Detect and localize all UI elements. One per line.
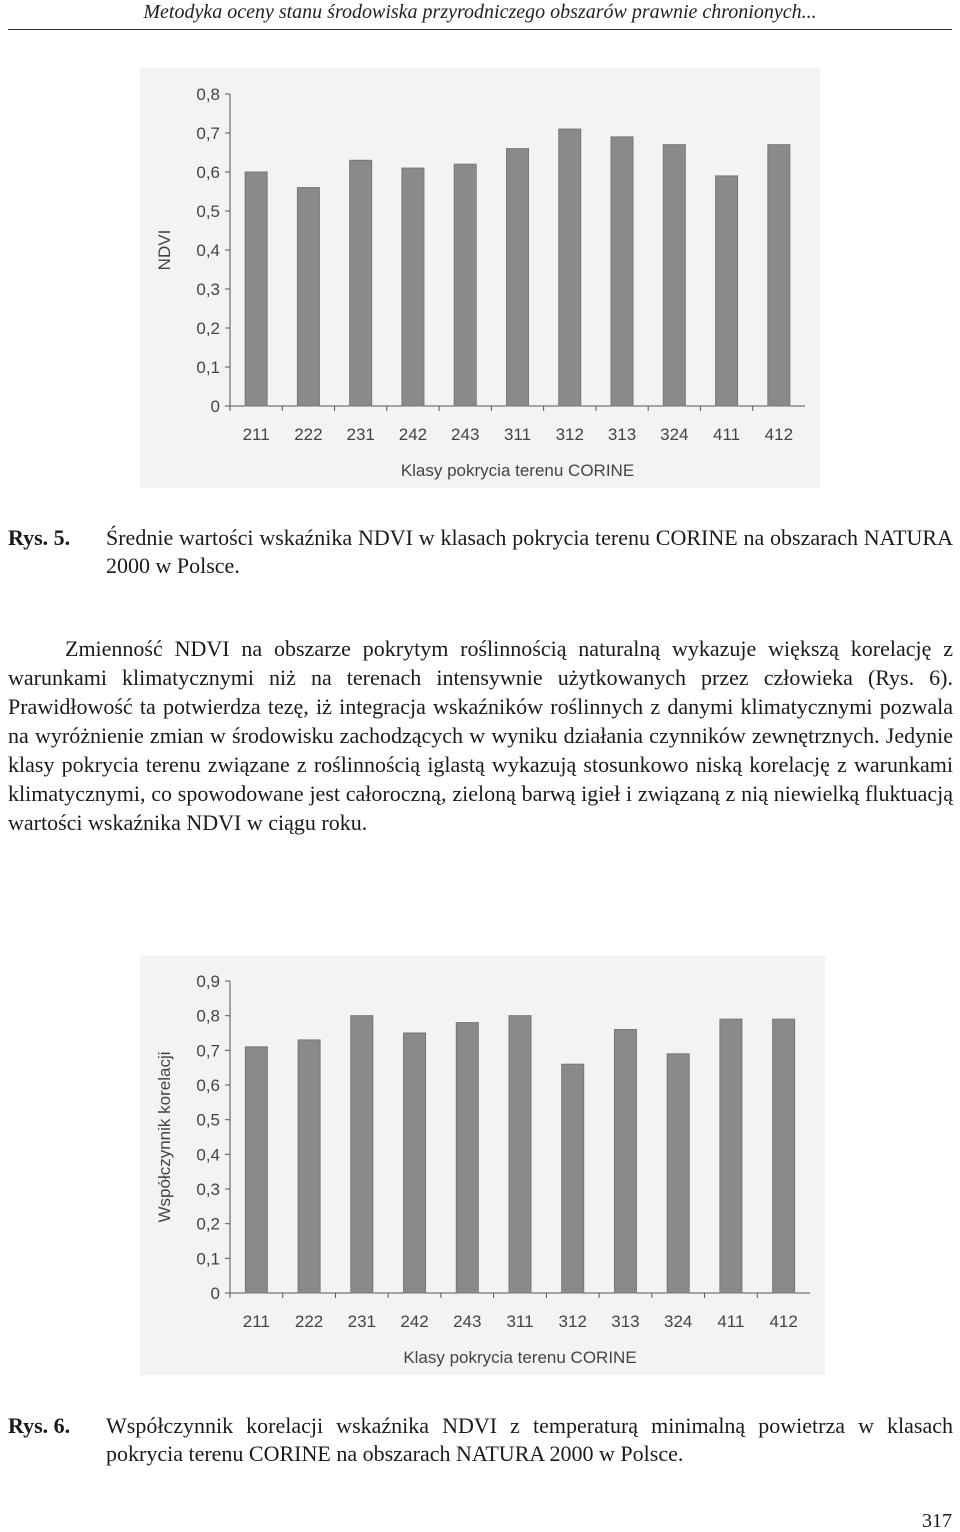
x-tick-label: 211 [242, 425, 270, 444]
figure-5-caption-text: Średnie wartości wskaźnika NDVI w klasach pokrycia terenu CORINE na obszarach NATURA 2000 w Polsce. [106, 525, 953, 578]
y-axis-label: NDVI [155, 229, 174, 271]
x-tick-label: 324 [660, 425, 689, 444]
figure-6-label: Rys. 6. [8, 1413, 71, 1438]
bar-311 [507, 149, 529, 406]
y-tick-label: 0,1 [196, 358, 220, 377]
bar-312 [559, 129, 581, 406]
x-tick-label: 231 [347, 1312, 377, 1331]
bar-411 [720, 1019, 742, 1293]
figure-5-label: Rys. 5. [8, 525, 71, 550]
bar-411 [716, 176, 738, 406]
y-tick-label: 0,3 [196, 280, 220, 299]
bar-231 [351, 1016, 373, 1293]
x-tick-label: 243 [451, 425, 480, 444]
bar-313 [614, 1030, 636, 1293]
x-tick-label: 312 [555, 425, 584, 444]
y-tick-label: 0,7 [196, 1041, 220, 1061]
header-rule [8, 29, 952, 30]
y-tick-label: 0 [210, 397, 220, 416]
bar-222 [298, 1040, 320, 1293]
x-tick-label: 242 [400, 1312, 429, 1331]
bar-412 [773, 1019, 795, 1293]
y-tick-label: 0,5 [196, 1110, 220, 1130]
x-tick-label: 411 [717, 1312, 745, 1331]
x-tick-label: 242 [398, 425, 428, 444]
y-tick-label: 0,9 [196, 972, 220, 991]
figure-5-chart [140, 68, 820, 488]
x-tick-label: 313 [611, 1312, 640, 1331]
x-axis-label: Klasy pokrycia terenu CORINE [403, 1348, 637, 1367]
x-tick-label: 324 [663, 1312, 693, 1331]
y-tick-label: 0,8 [196, 85, 220, 104]
bar-211 [245, 172, 267, 406]
x-tick-label: 222 [294, 1312, 324, 1331]
figure-6-caption-text: Współczynnik korelacji wskaźnika NDVI z temperaturą minimalną powietrza w klasach pokrycia terenu CORINE na obszarach NATURA 2000 w Polsce. [106, 1413, 953, 1466]
x-tick-label: 313 [607, 425, 637, 444]
bar-311 [509, 1016, 531, 1293]
x-tick-label: 311 [503, 425, 532, 444]
y-tick-label: 0,1 [196, 1249, 220, 1269]
bar-242 [402, 168, 424, 406]
bar-324 [667, 1054, 689, 1293]
y-tick-label: 0,2 [196, 1214, 220, 1234]
x-tick-label: 411 [713, 425, 741, 444]
correlation-bar-chart [140, 955, 825, 1375]
bar-222 [297, 188, 319, 406]
x-tick-label: 412 [769, 1312, 798, 1331]
running-header: Metodyka oceny stanu środowiska przyrodniczego obszarów prawnie chronionych... [143, 1, 817, 23]
bar-312 [562, 1064, 584, 1293]
x-tick-label: 243 [453, 1312, 482, 1331]
bar-231 [350, 160, 372, 406]
figure-6-caption [8, 1412, 953, 1472]
y-tick-label: 0 [210, 1284, 220, 1303]
bar-242 [404, 1033, 426, 1293]
figure-6-chart [140, 955, 825, 1375]
bar-243 [454, 164, 476, 406]
y-tick-label: 0,4 [196, 1145, 220, 1165]
bar-211 [245, 1047, 267, 1293]
x-tick-label: 312 [558, 1312, 587, 1331]
x-tick-label: 231 [346, 425, 375, 444]
y-tick-label: 0,8 [196, 1006, 220, 1026]
x-tick-label: 222 [294, 425, 323, 444]
x-tick-label: 311 [506, 1312, 534, 1331]
bar-243 [456, 1023, 478, 1293]
bar-412 [768, 145, 790, 406]
y-tick-label: 0,6 [196, 1076, 220, 1095]
bar-313 [611, 137, 633, 406]
y-axis-label: Współczynnik korelacji [155, 1051, 174, 1223]
x-tick-label: 211 [242, 1312, 270, 1331]
y-tick-label: 0,2 [196, 319, 220, 338]
page-number: 317 [922, 1510, 952, 1532]
ndvi-bar-chart [140, 68, 820, 488]
x-tick-label: 412 [764, 425, 794, 444]
body-paragraph: Zmienność NDVI na obszarze pokrytym roślinnością naturalną wykazuje większą korelację z warunkami klimatycznymi niż na terenach intensywnie użytkowanych przez człowieka (Rys. 6). Prawidłowość ta potwierdza tezę, iż integracja wskaźników roślinnych z danymi klimatycznymi pozwala na wyróżnienie zmian w środowisku zachodzących w wyniku działania czynników zewnętrznych. Jedynie klasy pokrycia terenu związane z roślinnością iglastą wykazują stosunkowo niską korelację z warunkami klimatycznymi, co spowodowane jest całoroczną, zieloną barwą igieł i związaną z nią niewielką fluktuacją wartości wskaźnika NDVI w ciągu roku. [8, 636, 953, 835]
x-axis-label: Klasy pokrycia terenu CORINE [400, 461, 635, 480]
figure-5-caption [8, 524, 953, 584]
y-tick-label: 0,7 [196, 124, 220, 143]
bar-324 [663, 145, 685, 406]
y-tick-label: 0,4 [196, 241, 220, 260]
y-tick-label: 0,6 [196, 163, 220, 182]
y-tick-label: 0,3 [196, 1180, 220, 1199]
y-tick-label: 0,5 [196, 202, 220, 221]
